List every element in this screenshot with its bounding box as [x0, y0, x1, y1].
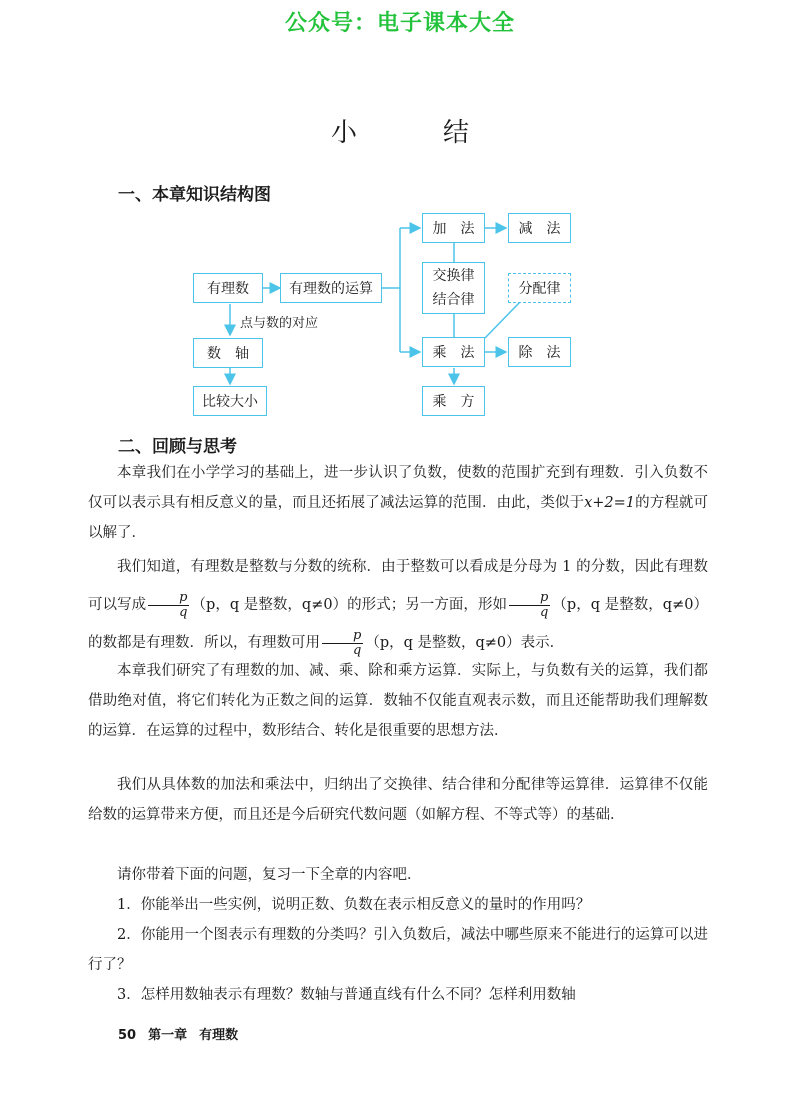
node-laws: [422, 262, 485, 314]
question-3: 3．怎样用数轴表示有理数？数轴与普通直线有什么不同？怎样利用数轴: [117, 987, 576, 1003]
node-commutative-law: 交换律: [432, 268, 475, 284]
node-compare-size: 比较大小: [193, 386, 267, 416]
node-power: 乘 方: [422, 386, 485, 416]
paragraph-1: 本章我们在小学学习的基础上，进一步认识了负数，使数的范围扩充到有理数．引入负数不仅可以表示具有相反意义的量，而且还拓展了减法运算的范围．由此，类似于x+2=1的方程就可以解了．: [88, 465, 709, 541]
node-addition: 加 法: [422, 213, 485, 243]
equation: x+2=1: [584, 495, 636, 511]
paragraph-5: 请你带着下面的问题，复习一下全章的内容吧．: [117, 867, 422, 883]
page-title: 小 结: [330, 118, 499, 148]
banner-text: 公众号：电子课本大全: [284, 11, 515, 36]
page-footer: [118, 1024, 250, 1043]
node-number-axis: 数 轴: [193, 338, 263, 368]
paragraph-2: 我们知道，有理数是整数与分数的统称．由于整数可以看成是分母为 1 的分数，因此有理数可以写成 $\frac{p}{q}$ （p，q 是整数，q≠0）的形式；另一方面，形如 $\frac{p}{q}$ （p，q 是整数，q≠0）的数都是有理数．所以，有理数可用 $\frac{p}{q}$ （p，q 是整数，q≠0）表示．: [88, 559, 708, 658]
question-1: 1．你能举出一些实例，说明正数、负数在表示相反意义的量时的作用吗？: [117, 897, 591, 913]
fraction-p-over-q: $\frac{p}{q}$: [148, 591, 189, 620]
fraction-p-over-q: $\frac{p}{q}$: [509, 591, 550, 620]
chapter-label: 第一章: [148, 1028, 188, 1043]
section-heading-review: 二、回顾与思考: [118, 437, 237, 457]
paragraph-4: 我们从具体数的加法和乘法中，归纳出了交换律、结合律和分配律等运算律．运算律不仅能给数的运算带来方便，而且还是今后研究代数问题（如解方程、不等式等）的基础．: [88, 777, 708, 823]
edge-multiply-to-distributive: [485, 302, 520, 338]
fraction-p-over-q: $\frac{p}{q}$: [322, 629, 363, 658]
question-2: 2．你能用一个图表示有理数的分类吗？引入负数后，减法中哪些原来不能进行的运算可以进行了？: [88, 927, 708, 973]
node-subtraction: 减 法: [508, 213, 571, 243]
page-number: 50: [118, 1028, 137, 1043]
paragraph-3: 本章我们研究了有理数的加、减、乘、除和乘方运算．实际上，与负数有关的运算，我们都借助绝对值，将它们转化为正数之间的运算．数轴不仅能直观表示数，而且还能帮助我们理解数的运算．在运算的过程中，数形结合、转化是很重要的思想方法．: [88, 663, 708, 739]
label-point-number-correspondence: 点与数的对应: [240, 316, 319, 331]
chapter-title: 有理数: [199, 1028, 239, 1043]
node-distributive-law: 分配律: [508, 273, 571, 303]
node-division: 除 法: [508, 337, 571, 367]
node-rational-operation: 有理数的运算: [280, 273, 382, 303]
section-heading-structure: 一、本章知识结构图: [118, 185, 271, 205]
node-multiplication: 乘 法: [422, 337, 485, 367]
node-associative-law: 结合律: [432, 292, 475, 308]
node-rational-number: 有理数: [193, 273, 263, 303]
